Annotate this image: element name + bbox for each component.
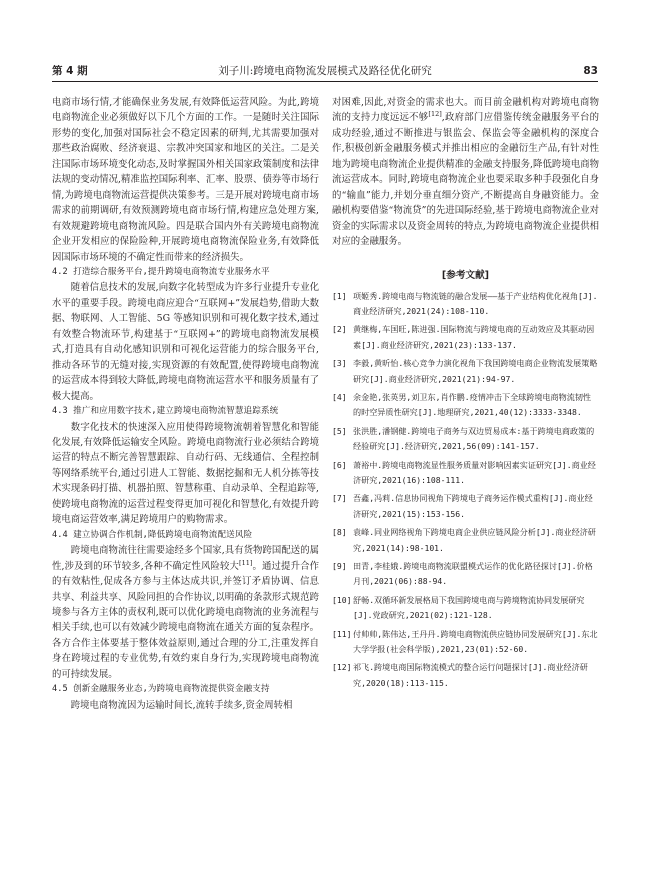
reference-item	[332, 390, 599, 421]
reference-number: [12]	[332, 662, 352, 673]
reference-text: 萧裕中.跨境电商物流显性服务质量对影响因素实证研究[J].商业经济研究,2021(16):108-111.	[353, 459, 596, 485]
reference-text: 黄继梅,车国旺,陈进强.国际物流与跨境电商的互动效应及其驱动因素[J].商业经济研究,2021(23):133-137.	[353, 324, 595, 350]
paragraph-text: 。通过提升合作的有效粘性,促成各方参与主体达成共识,并签订矛盾协调、信息共享、利益共享、风险同担的合作协议,以明确的条款形式规范跨境参与各方主体的责权利,既可以优化跨境电商物流的业务流程与相关手续,也可以有效减少跨境电商物流在通关方面的复杂程序。各方合作主体要基于整体效益原则,通过合理的分工,注重发挥自身在跨境过程的专业优势,有效约束自身行为,实现跨境电商物流的可持续发展。	[52, 560, 319, 680]
page-number: 83	[583, 65, 598, 77]
citation-marker: [11]	[239, 558, 253, 567]
right-column	[332, 95, 599, 694]
reference-item	[332, 559, 599, 590]
reference-item	[332, 458, 599, 489]
paragraph-text: 跨境电商物流往往需要途经多个国家,具有货物跨国配送的属性,涉及到的环节较多,各种不确定性风险较大	[52, 545, 319, 572]
section-heading-4-2: 4.2 打造综合服务平台,提升跨境电商物流专业服务水平	[52, 266, 270, 277]
issue-number: 第 4 期	[52, 65, 88, 77]
reference-number: [3]	[332, 358, 347, 369]
reference-number: [9]	[332, 561, 347, 572]
reference-number: [7]	[332, 493, 347, 504]
left-column	[52, 95, 319, 713]
reference-item	[332, 322, 599, 353]
reference-list	[332, 289, 599, 692]
reference-number: [10]	[332, 594, 352, 605]
paragraph-text: ,政府部门应借鉴传统金融服务平台的成功经验,通过不断推进与银监会、保监会等金融机构的深度合作,积极创新金融服务模式并推出相应的金融衍生产品,有针对性地为跨境电商物流企业提供精准的金融支持服务,降低跨境电商物流运营成本。同时,跨境电商物流企业也要采取多种手段强化自身的“输血”能力,并划分垂直细分资产,不断提高自身融资能力。金融机构要借鉴“物流贷”的先进国际经验,基于跨境电商物流企业对资金的实际需求以及资金周转的特点,为跨境电商物流企业提供相对应的金融服务。	[332, 112, 599, 248]
reference-item	[332, 660, 599, 691]
running-title: 刘子川:跨境电商物流发展模式及路径优化研究	[218, 65, 432, 77]
reference-item	[332, 593, 599, 624]
reference-text: 付帅帅,陈伟达,王丹丹.跨境电商物流供应链协同发展研究[J].东北大学学报(社会科学版),2021,23(01):52-60.	[353, 628, 598, 655]
reference-item	[332, 627, 599, 658]
paragraph-text: 对困难,因此,对资金的需求也大。而目前金融机构对跨境电商物流的支持力度远远不够	[332, 97, 599, 124]
reference-item	[332, 289, 599, 320]
references-title: [参考文献]	[441, 269, 490, 281]
reference-text: 张洪胜,潘钢健.跨境电子商务与双边贸易成本:基于跨境电商政策的经验研究[J].经济研究,2021,56(09):141-157.	[353, 425, 595, 452]
reference-number: [6]	[332, 459, 347, 470]
reference-item	[332, 424, 599, 455]
citation-marker: [12]	[428, 110, 442, 119]
reference-text: 李毅,黄昕怡.核心竞争力演化视角下我国跨境电商企业物流发展策略研究[J].商业经济研究,2021(21):94-97.	[353, 358, 598, 384]
reference-text: 余金艳,张英男,刘卫东,肖作鹏.疫情冲击下全球跨境电商物流韧性的时空异质性研究[J].地理研究,2021,40(12):3333-3348.	[353, 391, 592, 418]
reference-text: 舒畅.双循环新发展格局下我国跨境电商与跨境物流协同发展研究[J].党政研究,2021(02):121-128.	[353, 594, 585, 621]
reference-number: [5]	[332, 425, 347, 436]
reference-item	[332, 356, 599, 387]
reference-number: [8]	[332, 527, 347, 538]
section-heading-4-3: 4.3 推广和应用数字技术,建立跨境电商物流智慧追踪系统	[52, 406, 279, 417]
reference-text: 袁峰.同业网络视角下跨境电商企业供应链风险分析[J].商业经济研究,2021(14):98-101.	[353, 527, 596, 553]
paragraph-coordination	[52, 543, 319, 682]
section-heading-4-4: 4.4 建立协调合作机制,降低跨境电商物流配送风险	[52, 529, 253, 540]
paragraph-service-platform: 随着信息技术的发展,向数字化转型成为许多行业提升专业化水平的重要手段。跨境电商应迎合“互联网+”发展趋势,借助大数据、物联网、人工智能、5G 等感知识别和可视化数字技术,通过有效整合物流环节,构建基于“互联网+”的跨境电商物流发展模式,打造具有自动化感知识别和可视化运营能力的综合服务平台,推动各环节的无缝对接,实现资源的有效配置,使得跨境电商物流的运营成本得到较大降低,跨境电商物流运营水平和服务质量有了极大提高。	[52, 282, 319, 402]
reference-text: 吾鑫,冯莉.信息协同视角下跨境电子商务运作模式重构[J].商业经济研究,2021(15):153-156.	[353, 493, 593, 519]
paragraph-market-risk: 电商市场行情,才能确保业务发展,有效降低运营风险。为此,跨境电商物流企业必须做好以下几个方面的工作。一是随时关注国际形势的变化,加强对国际社会不稳定因素的研判,尤其需要加强对那些政治腐败、经济衰退、宗教冲突国家和地区的关注。二是关注国际市场环境变化动态,及时掌握国外相关国家政策制度和法律法规的变动情况,精准监控国际利率、汇率、股票、债券等市场行情,为跨境电商物流运营提供决策参考。三是开展对跨境电商市场需求的前期调研,有效预测跨境电商市场行情,构建应急处理方案,有效规避跨境电商物流风险。四是联合国内外有关跨境电商物流企业开发相应的保险险种,开展跨境电商物流保险业务,有效降低因国际市场环境的不确定性而带来的经济损失。	[52, 97, 319, 263]
reference-number: [11]	[332, 628, 352, 639]
reference-number: [2]	[332, 324, 347, 335]
reference-text: 田青,李桂娥.跨境电商物流联盟模式运作的优化路径探讨[J].价格月刊,2021(06):88-94.	[353, 561, 593, 587]
reference-item	[332, 525, 599, 556]
paragraph-finance-cont	[332, 95, 599, 250]
paragraph-digital-tracking: 数字化技术的快速深入应用使得跨境物流朝着智慧化和智能化发展,有效降低运输安全风险。跨境电商物流行业必须结合跨境运营的特点不断完善智慧跟踪、自动行码、无线通信、全程控制等网络系统平台,通过引进人工智能、数据挖掘和无人机分拣等技术实现条码打描、机器拍照、智慧称重、自动录单、全程追踪等,使跨境电商物流的运营过程变得更加可视化和智慧化,有效提升跨境电商运营效率,满足跨境用户的购物需求。	[52, 421, 319, 526]
paragraph-finance-start: 跨境电商物流因为运输时间长,流转手续多,资金周转相	[70, 699, 293, 711]
header-rule	[52, 81, 598, 82]
reference-number: [4]	[332, 391, 347, 402]
page-header	[52, 62, 598, 80]
reference-text: 项姬秀.跨境电商与物流链的融合发展——基于产业结构优化视角[J].商业经济研究,2021(24):108-110.	[353, 290, 598, 316]
section-heading-4-5: 4.5 创新金融服务业态,为跨境电商物流提供资金融支持	[52, 684, 270, 695]
reference-number: [1]	[332, 290, 347, 301]
reference-text: 祁飞.跨境电商国际物流模式的整合运行问题探讨[J].商业经济研究,2020(18):113-115.	[353, 662, 588, 688]
reference-item	[332, 491, 599, 522]
